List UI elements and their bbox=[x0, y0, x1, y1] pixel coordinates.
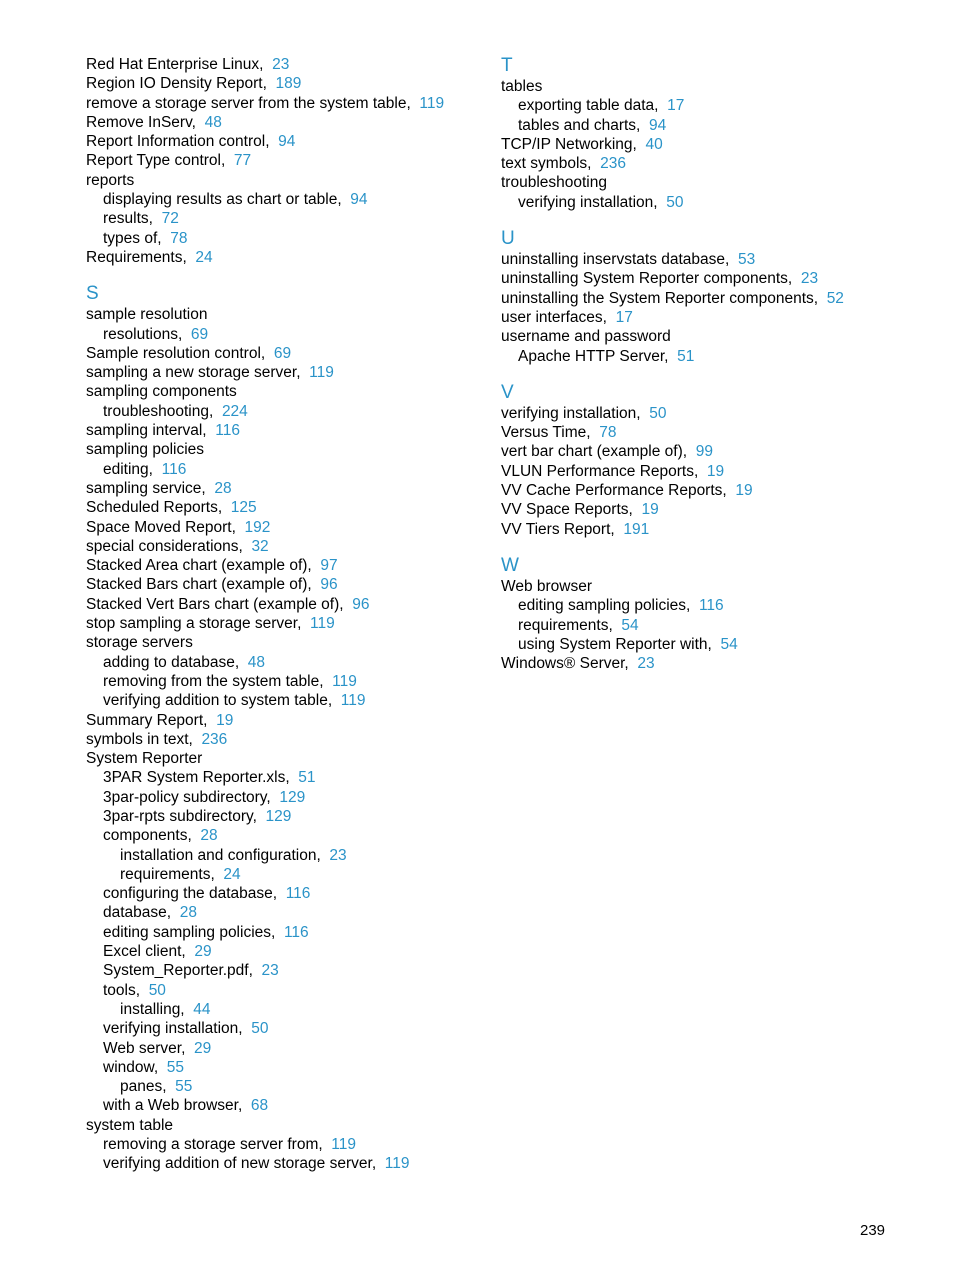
index-entry bbox=[86, 402, 481, 421]
index-entry bbox=[86, 363, 481, 382]
index-entry bbox=[86, 1058, 481, 1077]
index-entry bbox=[86, 1000, 481, 1019]
page-link[interactable]: 40 bbox=[645, 135, 663, 153]
page-link[interactable]: 129 bbox=[265, 807, 292, 825]
index-term: storage servers bbox=[86, 634, 193, 652]
index-term: Scheduled Reports, bbox=[86, 499, 223, 517]
index-entry bbox=[501, 442, 901, 461]
page-link[interactable]: 23 bbox=[261, 962, 279, 980]
index-term: vert bar chart (example of), bbox=[501, 443, 688, 461]
page-number: 239 bbox=[860, 1222, 886, 1239]
index-term: Web server, bbox=[103, 1039, 186, 1057]
index-entry bbox=[86, 556, 481, 575]
index-term: uninstalling inservstats database, bbox=[501, 251, 730, 269]
page-link[interactable]: 17 bbox=[615, 308, 633, 326]
index-entry bbox=[501, 193, 901, 212]
page-link[interactable]: 23 bbox=[800, 270, 819, 288]
page-link[interactable]: 50 bbox=[666, 193, 684, 211]
index-term: verifying installation, bbox=[501, 404, 641, 422]
index-term: installing, bbox=[120, 1000, 185, 1018]
page-link[interactable]: 125 bbox=[230, 499, 257, 517]
index-entry bbox=[86, 1077, 481, 1096]
index-entry bbox=[501, 596, 901, 615]
page-link[interactable]: 50 bbox=[148, 981, 166, 999]
index-entry bbox=[86, 440, 481, 459]
index-entry bbox=[86, 537, 481, 556]
index-term: Stacked Bars chart (example of), bbox=[86, 576, 312, 594]
index-term: installation and configuration, bbox=[120, 846, 321, 864]
page-link[interactable]: 54 bbox=[720, 635, 738, 653]
index-term: tools, bbox=[103, 981, 141, 999]
index-term: verifying addition to system table, bbox=[103, 692, 333, 710]
index-entry bbox=[86, 595, 481, 614]
page-link[interactable]: 53 bbox=[737, 251, 756, 269]
index-entry bbox=[501, 308, 901, 327]
index-entry bbox=[501, 404, 901, 423]
index-entry bbox=[86, 884, 481, 903]
index-entry bbox=[86, 923, 481, 942]
index-entry bbox=[86, 305, 481, 324]
index-term: tables and charts, bbox=[518, 116, 641, 134]
index-term: reports bbox=[86, 171, 135, 189]
index-entry bbox=[86, 518, 481, 537]
page-link[interactable]: 116 bbox=[161, 460, 187, 478]
page-link[interactable]: 19 bbox=[735, 482, 753, 500]
index-term: Apache HTTP Server, bbox=[518, 347, 669, 365]
index-term: special considerations, bbox=[86, 537, 243, 555]
page-link[interactable]: 119 bbox=[419, 94, 445, 112]
index-entry bbox=[86, 981, 481, 1000]
index-entry bbox=[86, 479, 481, 498]
index-term: Windows® Server, bbox=[501, 655, 629, 673]
index-term: adding to database, bbox=[103, 653, 240, 671]
index-term: components, bbox=[103, 827, 192, 845]
index-entry bbox=[86, 807, 481, 826]
index-term: 3PAR System Reporter.xls, bbox=[103, 769, 290, 787]
page-link[interactable]: 23 bbox=[272, 56, 290, 73]
index-letter-heading: V bbox=[501, 381, 514, 403]
index-entry bbox=[86, 903, 481, 922]
index-entry bbox=[501, 635, 901, 654]
page-link[interactable]: 28 bbox=[200, 827, 218, 845]
index-entry bbox=[86, 229, 481, 248]
page-link[interactable]: 51 bbox=[298, 769, 316, 787]
page-link[interactable]: 97 bbox=[320, 557, 338, 575]
index-term: requirements, bbox=[518, 616, 613, 634]
index-term: stop sampling a storage server, bbox=[86, 615, 302, 633]
index-entry bbox=[501, 269, 901, 288]
page-link[interactable]: 94 bbox=[278, 133, 296, 151]
index-entry bbox=[501, 135, 901, 154]
index-entry bbox=[86, 460, 481, 479]
page-link[interactable]: 28 bbox=[214, 479, 232, 497]
index-entry bbox=[86, 691, 481, 710]
index-term: editing sampling policies, bbox=[103, 923, 276, 941]
index-entry bbox=[501, 423, 901, 442]
index-entry bbox=[86, 94, 481, 113]
index-term: VV Tiers Report, bbox=[501, 520, 615, 538]
index-entry bbox=[86, 961, 481, 980]
index-entry bbox=[86, 209, 481, 228]
index-term: sampling policies bbox=[86, 441, 205, 459]
page-link[interactable]: 99 bbox=[695, 443, 713, 461]
index-entry bbox=[501, 289, 901, 308]
index-letter-heading: T bbox=[501, 55, 513, 76]
index-term: VLUN Performance Reports, bbox=[501, 462, 699, 480]
index-term: 3par-policy subdirectory, bbox=[103, 788, 271, 806]
page-link[interactable]: 32 bbox=[251, 537, 269, 555]
index-term: Space Moved Report, bbox=[86, 518, 236, 536]
page-link[interactable]: 23 bbox=[329, 846, 347, 864]
index-term: Red Hat Enterprise Linux, bbox=[86, 56, 264, 73]
index-entry bbox=[86, 1154, 481, 1173]
index-entry bbox=[501, 654, 901, 673]
page-link[interactable]: 52 bbox=[826, 289, 844, 307]
page-link[interactable]: 23 bbox=[637, 655, 655, 673]
index-term: sampling service, bbox=[86, 479, 206, 497]
index-term: troubleshooting bbox=[501, 174, 607, 192]
page-link[interactable]: 28 bbox=[179, 904, 197, 922]
page-link[interactable]: 191 bbox=[623, 520, 650, 538]
index-entry bbox=[86, 382, 481, 401]
index-term: results, bbox=[103, 210, 153, 228]
index-entry bbox=[86, 768, 481, 787]
page-link[interactable]: 54 bbox=[621, 616, 639, 634]
index-term: 3par-rpts subdirectory, bbox=[103, 807, 257, 825]
index-entry bbox=[86, 575, 481, 594]
index-term: Report Information control, bbox=[86, 133, 270, 151]
index-term: Versus Time, bbox=[501, 424, 591, 442]
index-entry bbox=[86, 1096, 481, 1115]
index-entry bbox=[86, 151, 481, 170]
index-term: displaying results as chart or table, bbox=[103, 191, 342, 209]
index-entry bbox=[501, 173, 901, 192]
page-link[interactable]: 72 bbox=[161, 210, 179, 228]
page-link[interactable]: 19 bbox=[216, 711, 234, 729]
page-link[interactable]: 68 bbox=[250, 1097, 269, 1115]
index-entry bbox=[501, 347, 901, 366]
index-term: exporting table data, bbox=[518, 97, 659, 115]
page-link[interactable]: 119 bbox=[309, 364, 334, 382]
index-term: Region IO Density Report, bbox=[86, 75, 267, 93]
page-link[interactable]: 96 bbox=[352, 595, 370, 613]
page-link[interactable]: 55 bbox=[166, 1058, 185, 1076]
page-link[interactable]: 236 bbox=[201, 730, 228, 748]
page-link[interactable]: 119 bbox=[340, 692, 366, 710]
index-term: text symbols, bbox=[501, 155, 592, 173]
index-entry bbox=[501, 327, 901, 346]
page-link[interactable]: 29 bbox=[194, 943, 212, 961]
index-entry bbox=[501, 154, 901, 173]
index-term: configuring the database, bbox=[103, 885, 278, 903]
index-term: resolutions, bbox=[103, 325, 183, 343]
index-term: using System Reporter with, bbox=[518, 635, 712, 653]
index-entry bbox=[86, 74, 481, 93]
index-letter-heading: S bbox=[86, 283, 99, 305]
index-entry bbox=[501, 481, 901, 500]
page-link[interactable]: 48 bbox=[204, 113, 222, 131]
index-entry bbox=[86, 190, 481, 209]
page-link[interactable]: 78 bbox=[170, 229, 188, 247]
index-entry bbox=[86, 344, 481, 363]
index-term: Stacked Vert Bars chart (example of), bbox=[86, 595, 344, 613]
index-entry bbox=[501, 116, 901, 135]
index-entry bbox=[86, 653, 481, 672]
index-column-left bbox=[86, 55, 481, 1174]
index-term: VV Cache Performance Reports, bbox=[501, 482, 727, 500]
index-term: window, bbox=[103, 1058, 159, 1076]
index-term: username and password bbox=[501, 328, 671, 346]
index-term: editing sampling policies, bbox=[518, 597, 691, 615]
index-entry bbox=[86, 865, 481, 884]
page-link[interactable]: 96 bbox=[320, 576, 338, 594]
index-entry bbox=[501, 577, 901, 596]
index-term: system table bbox=[86, 1116, 174, 1134]
index-entry bbox=[86, 1039, 481, 1058]
page-link[interactable]: 24 bbox=[223, 865, 241, 883]
index-term: remove a storage server from the system table, bbox=[86, 94, 411, 112]
index-term: Sample resolution control, bbox=[86, 344, 266, 362]
index-entry bbox=[501, 616, 901, 635]
index-term: uninstalling the System Reporter components, bbox=[501, 289, 819, 307]
index-term: TCP/IP Networking, bbox=[501, 135, 637, 153]
index-entry bbox=[86, 421, 481, 440]
page-link[interactable]: 44 bbox=[193, 1000, 211, 1018]
index-letter-heading: W bbox=[501, 554, 519, 576]
page-link[interactable]: 119 bbox=[331, 1136, 357, 1154]
page-link[interactable]: 119 bbox=[310, 615, 335, 633]
index-term: sampling a new storage server, bbox=[86, 364, 301, 382]
page-link[interactable]: 116 bbox=[698, 597, 724, 615]
index-term: troubleshooting, bbox=[103, 402, 214, 420]
index-term: Web browser bbox=[501, 577, 593, 595]
index-entry bbox=[86, 325, 481, 344]
index-term: Excel client, bbox=[103, 943, 186, 961]
index-entry bbox=[86, 846, 481, 865]
index-term: Report Type control, bbox=[86, 152, 226, 170]
page-link[interactable]: 24 bbox=[195, 248, 213, 266]
index-term: uninstalling System Reporter components, bbox=[501, 270, 793, 288]
page-link[interactable]: 55 bbox=[175, 1078, 193, 1096]
index-entry bbox=[86, 132, 481, 151]
page-link[interactable]: 119 bbox=[332, 672, 357, 690]
index-term: requirements, bbox=[120, 865, 215, 883]
index-entry bbox=[86, 1135, 481, 1154]
index-entry bbox=[86, 730, 481, 749]
index-term: tables bbox=[501, 78, 543, 95]
index-entry bbox=[86, 614, 481, 633]
index-column-right bbox=[501, 55, 901, 673]
page-link[interactable]: 17 bbox=[667, 97, 685, 115]
index-entry bbox=[501, 500, 901, 519]
index-entry bbox=[86, 55, 481, 74]
page-link[interactable]: 48 bbox=[247, 653, 266, 671]
index-entry bbox=[86, 788, 481, 807]
index-term: Stacked Area chart (example of), bbox=[86, 557, 312, 575]
index-term: editing, bbox=[103, 460, 153, 478]
index-term: Requirements, bbox=[86, 248, 187, 266]
index-term: removing from the system table, bbox=[103, 672, 324, 690]
page-link[interactable]: 77 bbox=[233, 152, 252, 170]
index-entry bbox=[86, 498, 481, 517]
index-entry bbox=[86, 749, 481, 768]
index-term: Remove InServ, bbox=[86, 113, 196, 131]
index-entry bbox=[86, 171, 481, 190]
index-term: sample resolution bbox=[86, 306, 208, 324]
index-entry bbox=[501, 96, 901, 115]
index-entry bbox=[86, 826, 481, 845]
page-link[interactable]: 29 bbox=[194, 1039, 212, 1057]
page-link[interactable]: 119 bbox=[384, 1155, 410, 1173]
index-term: verifying installation, bbox=[103, 1020, 243, 1038]
index-entry bbox=[86, 1116, 481, 1135]
index-term: verifying addition of new storage server, bbox=[103, 1155, 377, 1173]
index-term: with a Web browser, bbox=[103, 1097, 243, 1115]
page-link[interactable]: 51 bbox=[677, 347, 695, 365]
index-term: System_Reporter.pdf, bbox=[103, 962, 253, 980]
index-term: verifying installation, bbox=[518, 193, 658, 211]
index-entry bbox=[501, 462, 901, 481]
index-term: removing a storage server from, bbox=[103, 1136, 323, 1154]
page-link[interactable]: 94 bbox=[350, 191, 368, 209]
page-link[interactable]: 50 bbox=[649, 404, 667, 422]
page-link[interactable]: 192 bbox=[244, 518, 271, 536]
page-link[interactable]: 50 bbox=[251, 1020, 269, 1038]
index-term: sampling interval, bbox=[86, 422, 207, 440]
index-term: System Reporter bbox=[86, 750, 203, 768]
index-term: Summary Report, bbox=[86, 711, 208, 729]
page-link[interactable]: 116 bbox=[283, 923, 309, 941]
index-term: symbols in text, bbox=[86, 730, 193, 748]
index-entry bbox=[86, 942, 481, 961]
index-entry bbox=[86, 113, 481, 132]
index-term: VV Space Reports, bbox=[501, 501, 633, 519]
page-link[interactable]: 224 bbox=[221, 402, 248, 420]
page-link[interactable]: 19 bbox=[706, 462, 725, 480]
page-link[interactable]: 116 bbox=[215, 422, 240, 440]
index-term: user interfaces, bbox=[501, 308, 607, 326]
page-link[interactable]: 69 bbox=[190, 325, 209, 343]
page-link[interactable]: 94 bbox=[648, 116, 667, 134]
index-entry bbox=[501, 250, 901, 269]
page-link[interactable]: 189 bbox=[275, 75, 302, 93]
index-term: database, bbox=[103, 904, 172, 922]
page-link[interactable]: 78 bbox=[599, 424, 617, 442]
index-entry bbox=[86, 711, 481, 730]
index-term: panes, bbox=[120, 1078, 167, 1096]
index-letter-heading: U bbox=[501, 228, 515, 250]
index-entry bbox=[86, 248, 481, 267]
page-link[interactable]: 19 bbox=[641, 501, 659, 519]
page-link[interactable]: 69 bbox=[273, 344, 292, 362]
page-link[interactable]: 129 bbox=[279, 788, 306, 806]
page-link[interactable]: 236 bbox=[600, 155, 626, 173]
index-term: types of, bbox=[103, 229, 162, 247]
index-term: sampling components bbox=[86, 383, 237, 401]
index-entry bbox=[86, 1019, 481, 1038]
page-link[interactable]: 116 bbox=[285, 885, 311, 903]
index-entry bbox=[501, 77, 901, 96]
index-entry bbox=[86, 672, 481, 691]
index-entry bbox=[501, 520, 901, 539]
index-entry bbox=[86, 633, 481, 652]
